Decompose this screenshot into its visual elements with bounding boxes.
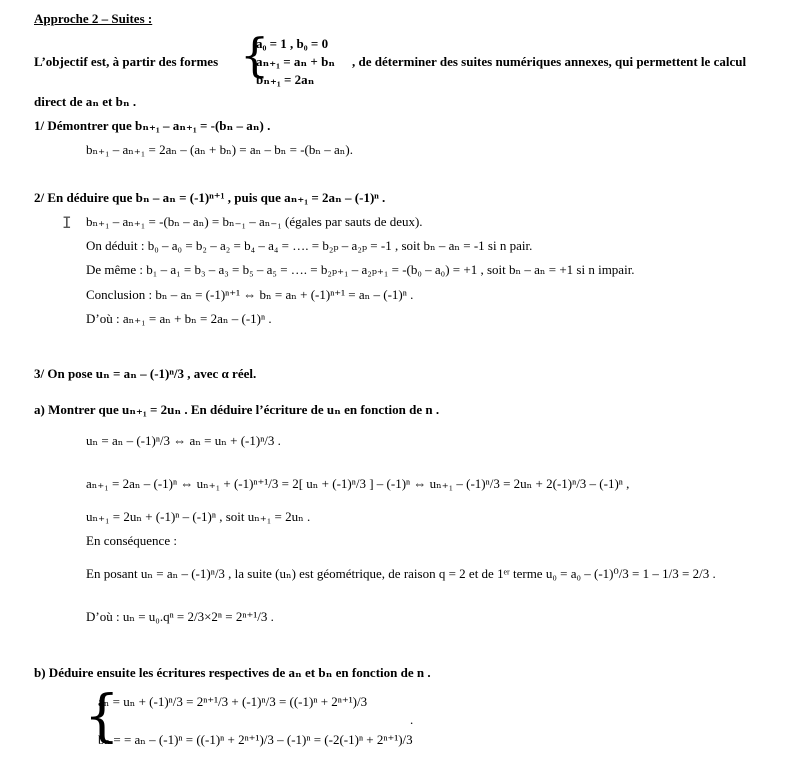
q1-heading: 1/ Démontrer que bₙ₊₁ – aₙ₊₁ = -(bₙ – aₙ) .: [34, 118, 271, 133]
text-cursor-icon: I: [62, 213, 72, 232]
section-title: Approche 2 – Suites :: [34, 11, 153, 26]
system-line-1: a₀ = 1 , b₀ = 0: [256, 36, 329, 51]
q3b-line-2: bₙ = = aₙ – (-1)ⁿ = ((-1)ⁿ + 2ⁿ⁺¹)/3 – (-1)ⁿ = (-2(-1)ⁿ + 2ⁿ⁺¹)/3: [98, 732, 413, 747]
system-brace: {: [240, 28, 270, 82]
q3b-heading: b) Déduire ensuite les écritures respectives de aₙ et bₙ en fonction de n .: [34, 665, 431, 680]
q3a-line-4: En conséquence :: [86, 533, 177, 548]
q3-heading: 3/ On pose uₙ = aₙ – (-1)ⁿ/3 , avec α réel.: [34, 366, 257, 381]
q2-line-3: De même : b₁ – a₁ = b₃ – a₃ = b₅ – a₅ = …. = b₂ₚ₊₁ – a₂ₚ₊₁ = -(b₀ – a₀) = +1 , soit bₙ – aₙ = +1 si n impair.: [86, 262, 635, 277]
q3a-heading: a) Montrer que uₙ₊₁ = 2uₙ . En déduire l’écriture de uₙ en fonction de n .: [34, 402, 440, 417]
q1-line-1: bₙ₊₁ – aₙ₊₁ = 2aₙ – (aₙ + bₙ) = aₙ – bₙ = -(bₙ – aₙ).: [86, 142, 353, 157]
q3a-line-3: uₙ₊₁ = 2uₙ + (-1)ⁿ – (-1)ⁿ , soit uₙ₊₁ = 2uₙ .: [86, 509, 311, 524]
system-line-3: bₙ₊₁ = 2aₙ: [256, 72, 315, 87]
result-brace: {: [84, 684, 120, 749]
q2-line-2: On déduit : b₀ – a₀ = b₂ – a₂ = b₄ – a₄ = …. = b₂ₚ – a₂ₚ = -1 , soit bₙ – aₙ = -1 si n pair.: [86, 238, 533, 253]
q3a-line-1: uₙ = aₙ – (-1)ⁿ/3 ⇔ aₙ = uₙ + (-1)ⁿ/3 .: [86, 433, 281, 448]
q3a-line-6: D’où : uₙ = u₀.qⁿ = 2/3×2ⁿ = 2ⁿ⁺¹/3 .: [86, 609, 274, 624]
q3b-line-1: aₙ = uₙ + (-1)ⁿ/3 = 2ⁿ⁺¹/3 + (-1)ⁿ/3 = ((-1)ⁿ + 2ⁿ⁺¹)/3: [98, 694, 368, 709]
intro-line-2: direct de aₙ et bₙ .: [34, 94, 137, 109]
q2-heading: 2/ En déduire que bₙ – aₙ = (-1)ⁿ⁺¹ , puis que aₙ₊₁ = 2aₙ – (-1)ⁿ .: [34, 190, 386, 205]
intro-text-before: L’objectif est, à partir des formes: [34, 54, 219, 69]
intro-text-after: , de déterminer des suites numériques annexes, qui permettent le calcul: [352, 54, 747, 69]
q3b-end-dot: .: [410, 712, 414, 727]
q2-line-4: Conclusion : bₙ – aₙ = (-1)ⁿ⁺¹ ⇔ bₙ = aₙ + (-1)ⁿ⁺¹ = aₙ – (-1)ⁿ .: [86, 287, 414, 302]
q2-line-1: bₙ₊₁ – aₙ₊₁ = -(bₙ – aₙ) = bₙ₋₁ – aₙ₋₁ (égales par sauts de deux).: [86, 214, 423, 229]
system-line-2: aₙ₊₁ = aₙ + bₙ: [256, 54, 336, 69]
q3a-line-5: En posant uₙ = aₙ – (-1)ⁿ/3 , la suite (uₙ) est géométrique, de raison q = 2 et de 1ᵉʳ terme u₀ = a₀ – (-1)⁰/3 = 1 – 1/3 = 2/3 .: [86, 566, 716, 581]
q2-line-5: D’où : aₙ₊₁ = aₙ + bₙ = 2aₙ – (-1)ⁿ .: [86, 311, 272, 326]
q3a-line-2: aₙ₊₁ = 2aₙ – (-1)ⁿ ⇔ uₙ₊₁ + (-1)ⁿ⁺¹/3 = 2[ uₙ + (-1)ⁿ/3 ] – (-1)ⁿ ⇔ uₙ₊₁ – (-1)ⁿ/3 = 2uₙ + 2(-1)ⁿ/3 – (-1)ⁿ ,: [86, 476, 630, 491]
